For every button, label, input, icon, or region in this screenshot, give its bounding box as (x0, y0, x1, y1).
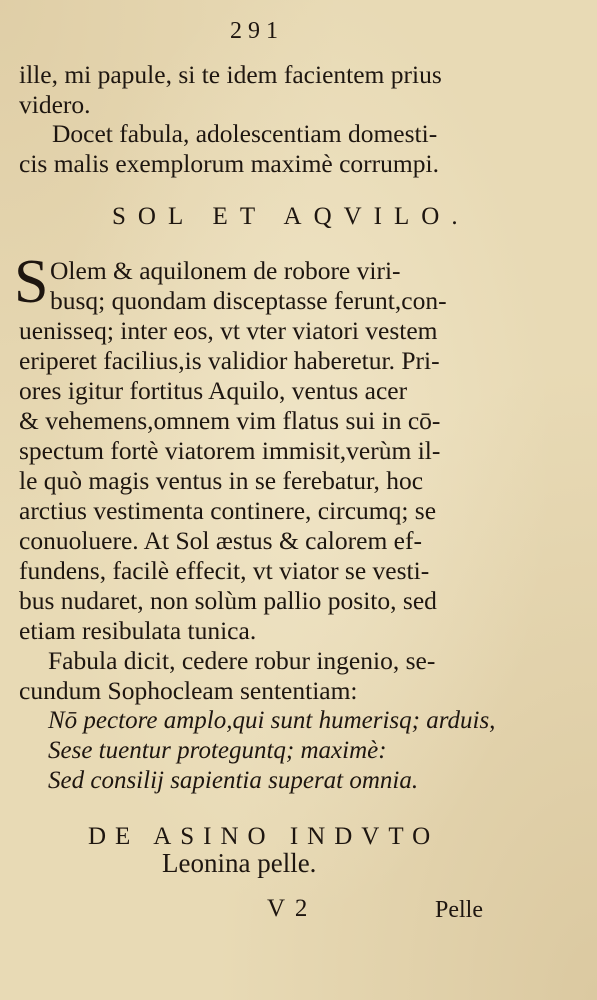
fable-line: eriperet facilius,is validior haberetur. Pri- (19, 346, 440, 375)
fable-line: le quò magis ventus in se ferebatur, hoc (19, 466, 424, 495)
fable-line: uenisseq; inter eos, vt vter viatori vestem (19, 316, 438, 345)
fable-title: SOL ET AQVILO. (112, 203, 470, 230)
fable-line: spectum fortè viatorem immisit,verùm il- (19, 436, 441, 465)
text-line: videro. (19, 90, 91, 119)
next-fable-subtitle: Leonina pelle. (162, 848, 317, 878)
fable-line: conuoluere. At Sol æstus & calorem ef- (19, 526, 422, 555)
fable-line: arctius vestimenta continere, circumq; se (19, 496, 437, 525)
verse-line: Sese tuentur proteguntq; maximè: (48, 737, 387, 764)
next-fable-title: DE ASINO INDVTO (88, 823, 440, 850)
fable-line: bus nudaret, non solùm pallio posito, sed (19, 586, 437, 615)
moral-line: cundum Sophocleam sententiam: (19, 676, 358, 705)
text-line: ille, mi papule, si te idem facientem prius (19, 60, 442, 89)
verse-line: Sed consilij sapientia superat omnia. (48, 767, 419, 794)
catchword: Pelle (435, 897, 483, 923)
verse-line: Nō pectore amplo,qui sunt humerisq; arduis, (48, 707, 496, 734)
fable-line: Olem & aquilonem de robore viri- (50, 256, 401, 285)
moral-line: cis malis exemplorum maximè corrumpi. (19, 149, 439, 178)
fable-line: ores igitur fortitus Aquilo, ventus acer (19, 376, 408, 405)
moral-line: Docet fabula, adolescentiam domesti- (52, 119, 438, 148)
fable-line: busq; quondam disceptasse ferunt,con- (50, 286, 447, 315)
page-number: 291 (230, 18, 284, 44)
moral-line: Fabula dicit, cedere robur ingenio, se- (48, 646, 436, 675)
signature-mark: V 2 (267, 895, 310, 922)
fable-line: fundens, facilè effecit, vt viator se vesti- (19, 556, 430, 585)
fable-line: etiam resibulata tunica. (19, 616, 257, 645)
drop-cap: S (14, 248, 49, 316)
fable-line: & vehemens,omnem vim flatus sui in cō- (19, 406, 441, 435)
